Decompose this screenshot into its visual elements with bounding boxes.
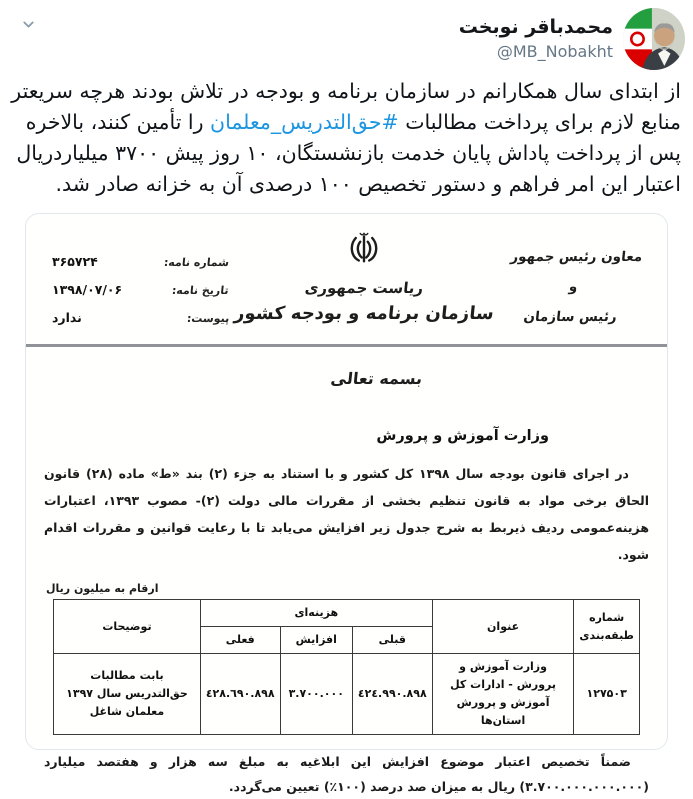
org-name-line-2: سازمان برنامه و بودجه کشور bbox=[233, 303, 495, 324]
letter-date-value: ۱۳۹۸/۰۷/۰۶ bbox=[52, 282, 123, 297]
attachment-value: ندارد bbox=[52, 310, 82, 325]
document-body-paragraph: در اجرای قانون بودجه سال ۱۳۹۸ کل کشور و با استناد به جزء (۲) بند «ط» ماده (۲۸) قانون الحاق برخی مواد به قانون تنظیم بخشی از مقررات مالی دولت (۲)- مصوب ۱۳۹۳، اعتبارات هزینه‌عمومی ردیف ذیربط به شرح جدول زیر افزایش می‌یابد تا با رعایت قوانین و مقررات اقدام شود. bbox=[44, 466, 649, 562]
org-name-line-1: ریاست جمهوری bbox=[303, 279, 425, 297]
letterhead-meta bbox=[44, 228, 229, 338]
letter-date-label: تاریخ نامه: bbox=[171, 284, 230, 297]
header-classification: شماره طبقه‌بندی bbox=[574, 600, 640, 654]
cell-notes: بابت مطالبات حق‌التدریس سال ۱۳۹۷ معلمان شاغل bbox=[54, 654, 201, 735]
letter-number-value: ۳۶۵۷۲۴ bbox=[52, 254, 98, 269]
hashtag-link[interactable]: #حق‌التدریس_معلمان bbox=[210, 110, 399, 134]
table-row bbox=[54, 654, 640, 735]
attached-document-image[interactable] bbox=[25, 213, 668, 794]
document-letterhead bbox=[44, 224, 649, 338]
tweet-more-button[interactable] bbox=[14, 8, 43, 45]
document-footer-paragraph: ضمناً تخصیص اعتبار موضوع افزایش این ابلاغیه به مبلغ سه هزار و هفتصد میلیارد (۳.۷۰۰.۰۰۰.۰۰۰.۰۰۰) ریال به میزان صد درصد (۱۰۰٪) تعیین می‌گردد. bbox=[44, 754, 649, 794]
author-handle[interactable]: @MB_Nobakht bbox=[496, 42, 613, 61]
header-previous: قبلی bbox=[352, 627, 432, 654]
author-block bbox=[459, 8, 613, 64]
cell-increase: ٣.٧٠٠.٠٠٠ bbox=[280, 654, 352, 735]
attachment-label: پیوست: bbox=[185, 312, 230, 325]
letterhead-divider bbox=[26, 344, 667, 347]
meta-row-attachment bbox=[44, 310, 229, 325]
besmele-calligraphy: بسمه تعالی bbox=[329, 369, 424, 388]
signatory-line-1: معاون رئیس جمهور bbox=[509, 249, 644, 265]
chevron-down-icon bbox=[20, 16, 37, 33]
iran-national-emblem-icon bbox=[346, 230, 382, 274]
cell-current: ٤٢٨.٦٩٠.٨٩٨ bbox=[200, 654, 280, 735]
meta-row-letter-number bbox=[44, 254, 229, 269]
letterhead-signatory-title bbox=[494, 228, 655, 332]
signatory-line-3: رئیس سازمان bbox=[522, 309, 618, 325]
signatory-line-2: و bbox=[568, 279, 579, 295]
letterhead-center bbox=[229, 228, 499, 328]
header-current: فعلی bbox=[200, 627, 280, 654]
tweet-header bbox=[0, 0, 693, 70]
header-cost-group: هزینه‌ای bbox=[200, 600, 432, 627]
table-header-row-1 bbox=[54, 600, 640, 627]
table-unit-note: ارقام به میلیون ریال bbox=[46, 582, 159, 595]
tweet-text-segment-1: از ابتدای سال همکارانم در سازمان برنامه و بودجه در تلاش بودند هرچه سریعتر منابع لازم برای پرداخت مطالبات bbox=[11, 79, 681, 134]
cell-title: وزارت آموزش و پرورش - ادارات کل آموزش و پرورش استان‌ها bbox=[432, 654, 574, 735]
tweet-text-segment-2: را تأمین کنند، بالاخره پس از پرداخت پاداش پایان خدمت بازنشستگان، ۱۰ روز پیش ۳۷۰۰ میلیاردریال اعتبار این امر فراهم و دستور تخصیص ۱۰۰ درصدی آن به خزانه صادر شد. bbox=[16, 110, 681, 196]
addressee-title: وزارت آموزش و پرورش bbox=[376, 428, 549, 444]
tweet-text bbox=[0, 70, 693, 200]
avatar[interactable] bbox=[623, 8, 685, 70]
budget-table bbox=[53, 599, 640, 735]
header-increase: افزایش bbox=[280, 627, 352, 654]
avatar-image-iran-flag-portrait bbox=[623, 8, 685, 70]
header-title: عنوان bbox=[432, 600, 574, 654]
cell-classification: ۱۲۷۵۰۳ bbox=[574, 654, 640, 735]
meta-row-letter-date bbox=[44, 282, 229, 297]
author-name[interactable]: محمدباقر نوبخت bbox=[458, 16, 613, 38]
cell-previous: ٤٢٤.٩٩٠.٨٩٨ bbox=[352, 654, 432, 735]
header-notes: توضیحات bbox=[54, 600, 201, 654]
letter-number-label: شماره نامه: bbox=[163, 256, 230, 269]
